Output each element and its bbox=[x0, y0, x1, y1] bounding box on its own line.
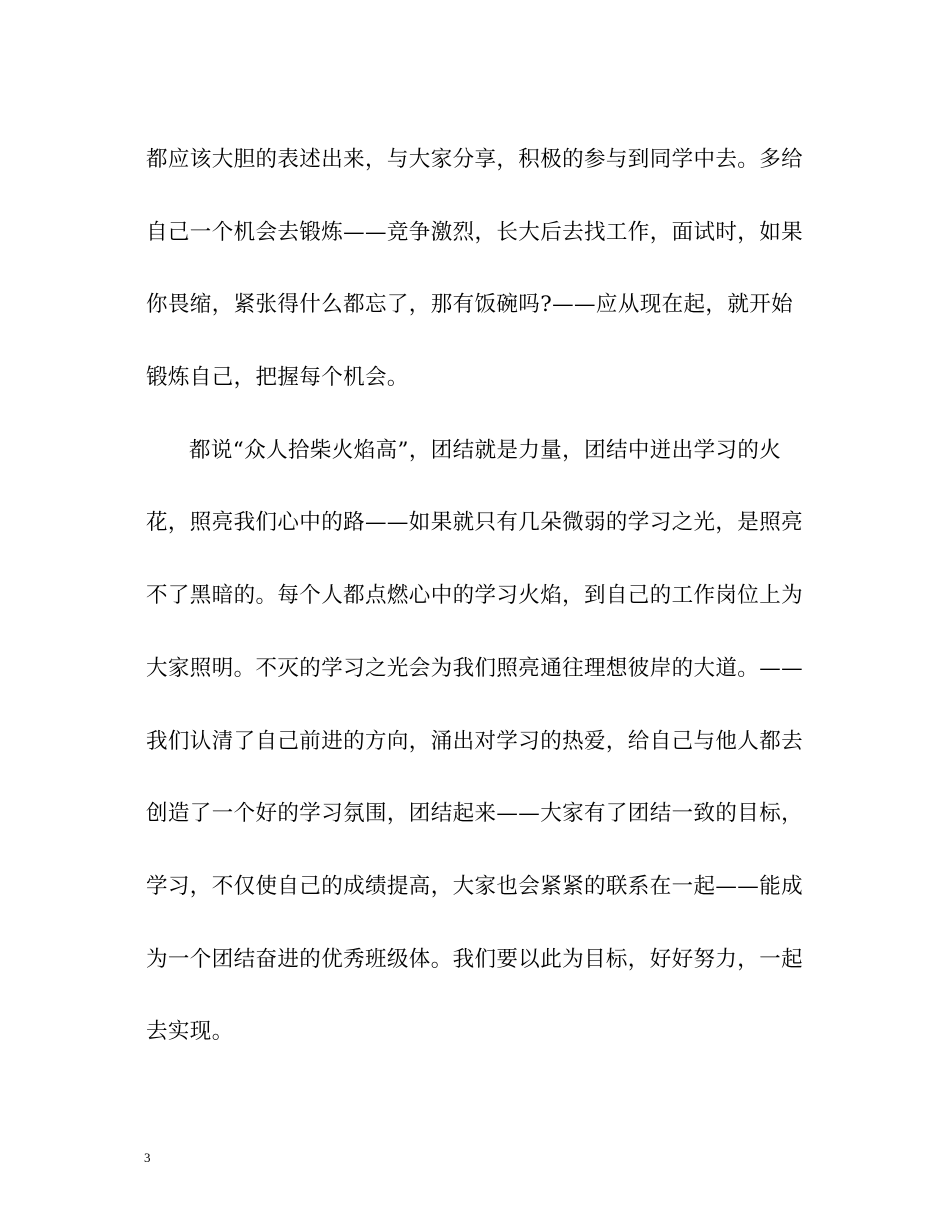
text-line: 花，照亮我们心中的路——如果就只有几朵微弱的学习之光，是照亮 bbox=[146, 510, 804, 536]
text-line: 为一个团结奋进的优秀班级体。我们要以此为目标，好好努力，一起 bbox=[146, 946, 804, 972]
text-line: 自己一个机会去锻炼——竞争激烈，长大后去找工作，面试时，如果 bbox=[146, 219, 804, 245]
text-line: 都应该大胆的表述出来，与大家分享，积极的参与到同学中去。多给 bbox=[146, 147, 804, 172]
text-line: 你畏缩，紧张得什么都忘了，那有饭碗吗?——应从现在起，就开始 bbox=[146, 292, 794, 318]
text-line: 我们认清了自己前进的方向，涌出对学习的热爱，给自己与他人都去 bbox=[146, 728, 804, 754]
text-line: 创造了一个好的学习氛围，团结起来——大家有了团结一致的目标， bbox=[146, 801, 804, 827]
body-text bbox=[146, 138, 806, 1083]
text-line: 大家照明。不灭的学习之光会为我们照亮通往理想彼岸的大道。—— bbox=[146, 655, 804, 681]
text-line: 去实现。 bbox=[146, 1019, 234, 1045]
page-number: 3 bbox=[144, 1150, 151, 1165]
text-line: 锻炼自己，把握每个机会。 bbox=[146, 365, 409, 391]
text-line: 不了黑暗的。每个人都点燃心中的学习火焰，到自己的工作岗位上为 bbox=[146, 583, 804, 609]
paragraph-start-line: 都说“众人拾柴火焰高”，团结就是力量，团结中迸出学习的火 bbox=[189, 437, 782, 463]
text-line: 学习，不仅使自己的成绩提高，大家也会紧紧的联系在一起——能成 bbox=[146, 873, 804, 899]
